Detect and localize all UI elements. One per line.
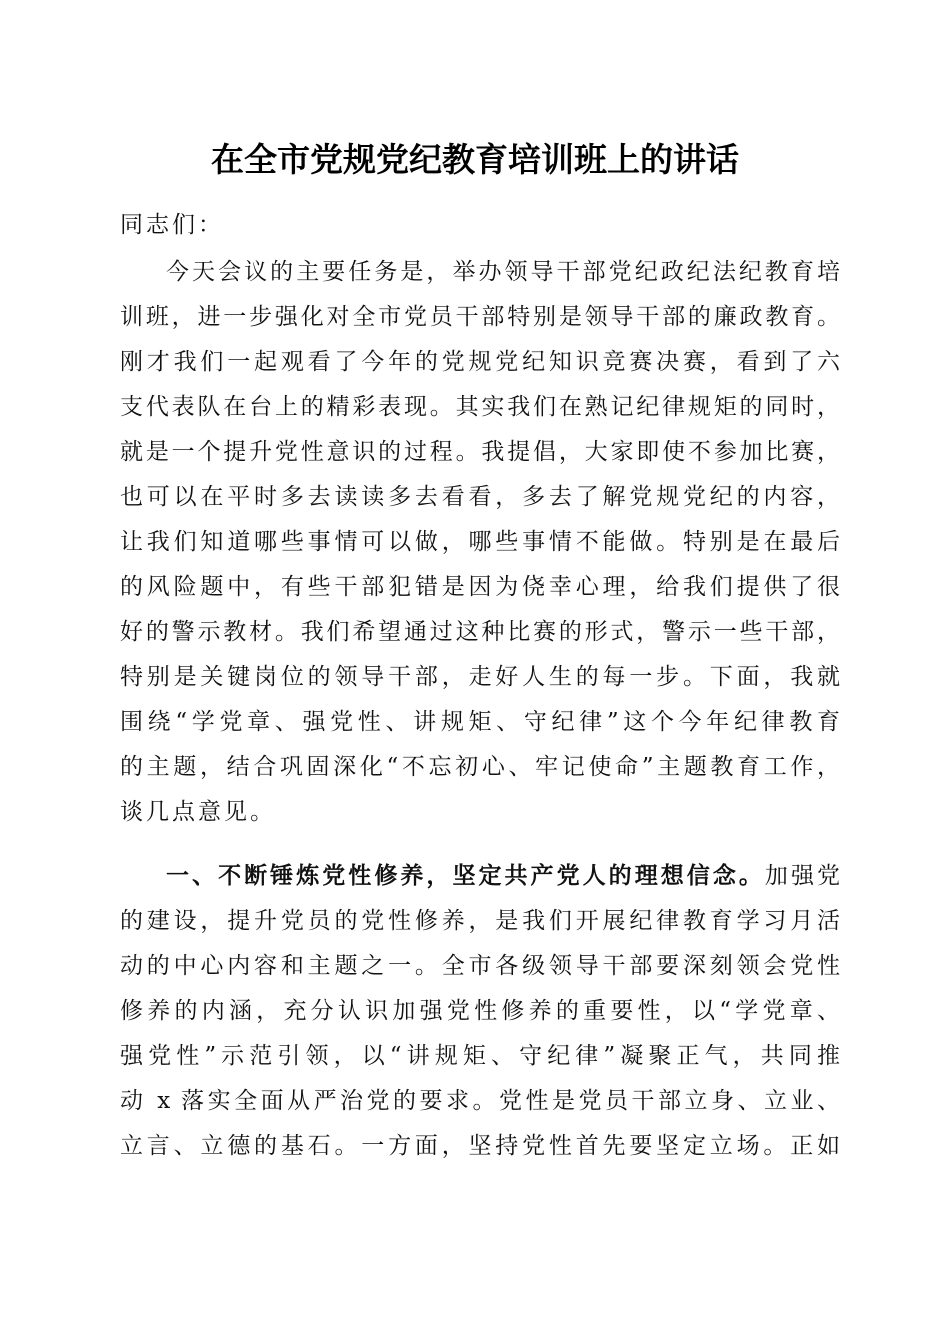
paragraph-line: 好的警示教材。我们希望通过这种比赛的形式，警示一些干部， [120, 619, 840, 645]
section-heading-line [166, 854, 840, 899]
paragraph-line: 围绕“学党章、强党性、讲规矩、守纪律”这个今年纪律教育 [120, 709, 840, 735]
paragraph-line: 也可以在平时多去读读多去看看，多去了解党规党纪的内容， [120, 484, 840, 510]
paragraph-line: 让我们知道哪些事情可以做，哪些事情不能做。特别是在最后 [120, 529, 840, 555]
paragraph-line: 动 x 落实全面从严治党的要求。党性是党员干部立身、立业、 [120, 1088, 840, 1114]
paragraph-line: 动的中心内容和主题之一。全市各级领导干部要深刻领会党性 [120, 953, 840, 979]
paragraph-line: 的建设，提升党员的党性修养，是我们开展纪律教育学习月活 [120, 908, 840, 934]
paragraph-line: 训班，进一步强化对全市党员干部特别是领导干部的廉政教育。 [120, 304, 840, 330]
paragraph-line: 就是一个提升党性意识的过程。我提倡，大家即使不参加比赛， [120, 439, 840, 465]
section-heading: 一、不断锤炼党性修养，坚定共产党人的理想信念。 [166, 863, 765, 889]
paragraph-line: 支代表队在台上的精彩表现。其实我们在熟记纪律规矩的同时， [120, 394, 840, 420]
paragraph-line: 修养的内涵，充分认识加强党性修养的重要性，以“学党章、 [120, 998, 840, 1024]
paragraph-line: 特别是关键岗位的领导干部，走好人生的每一步。下面，我就 [120, 664, 840, 690]
paragraph-line: 今天会议的主要任务是，举办领导干部党纪政纪法纪教育培 [166, 259, 840, 285]
document-title: 在全市党规党纪教育培训班上的讲话 [211, 140, 739, 179]
section-heading-tail: 加强党 [764, 863, 841, 889]
paragraph-line: 的风险题中，有些干部犯错是因为侥幸心理，给我们提供了很 [120, 574, 840, 600]
salutation: 同志们： [120, 212, 224, 238]
paragraph-line: 谈几点意见。 [120, 799, 276, 825]
paragraph-line: 强党性”示范引领，以“讲规矩、守纪律”凝聚正气，共同推 [120, 1043, 840, 1069]
paragraph-line: 立言、立德的基石。一方面，坚持党性首先要坚定立场。正如 [120, 1133, 840, 1159]
paragraph-line: 的主题，结合巩固深化“不忘初心、牢记使命”主题教育工作， [120, 754, 840, 780]
paragraph-line: 刚才我们一起观看了今年的党规党纪知识竞赛决赛，看到了六 [120, 349, 840, 375]
